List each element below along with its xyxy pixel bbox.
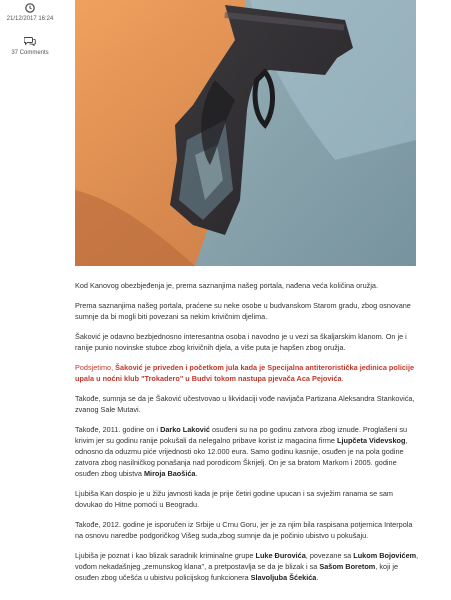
article-paragraph: Takođe, sumnja se da je Šaković učestvovao u likvidaciji vođe navijača Partizana Aleksandra Stankovića, zvanog Sale Mutavi. xyxy=(75,394,415,414)
article-paragraph: Kod Kanovog obezbjeđenja je, prema saznanjima našeg portala, nađena veća količina oružja. xyxy=(75,281,379,290)
clock-icon xyxy=(25,3,35,13)
article-paragraph: Šaković je odavno bezbjednosno interesantna osoba i navodno je u vezi sa škaljarskim klanom. On je i ranije punio novinske stubce zbog krivičnih djela, a više puta je hapšen zbog oružja. xyxy=(75,332,407,352)
article-paragraph: Prema saznanjima našeg portala, praćene su neke osobe u budvanskom Starom gradu, zbog osnovane sumnje da bi mogli biti povezani sa nekim krivičnim djelima. xyxy=(75,301,411,321)
article-paragraph: Ljubiša Kan dospio je u žižu javnosti kada je prije četiri godine upucan i sa svježim ranama se sam dovukao do Hitne pomoći u Beogradu. xyxy=(75,489,393,509)
article-paragraph: Takođe, 2012. godine je isporučen iz Srbije u Crnu Goru, jer je za njim bila raspisana potjernica Interpola na osnovu naredbe podgoričkog Višeg suda,zbog sumnje da je počinio ubistvo u pokušaju. xyxy=(75,520,413,540)
chat-bubbles-icon[interactable] xyxy=(24,36,36,46)
comments-count-link[interactable]: 37 Comments xyxy=(11,50,49,56)
article-meta xyxy=(0,0,60,56)
article-paragraph-highlighted: Podsjetimo, Šaković je priveden i početkom jula kada je Specijalna antiteroristička jedinica policije upala u noćni klub "Trokadero" u Budvi tokom nastupa pjevača Aca Pejovića. xyxy=(75,363,415,383)
name-link[interactable]: Aca Pejovića xyxy=(296,374,342,383)
article-body xyxy=(75,280,420,592)
article-paragraph: Ljubiša je poznat i kao blizak saradnik kriminalne grupe Luke Đurovića, povezane sa Lukom Bojovićem, vođom nekadašnjeg „zemunskog klana", a pretpostavlja se da je blizak i sa Sašom Boretom, koji je osuđen zbog učešća u ubistvu policijskog funkcionera Slavoljuba Šćekića. xyxy=(75,551,419,582)
article-photo-pistol xyxy=(75,0,416,266)
pistol-photo-illustration xyxy=(75,0,416,266)
publish-date: 21/12/2017 16:24 xyxy=(6,16,54,22)
article-paragraph: Takođe, 2011. godine on i Darko Laković osuđeni su na po godinu zatvora zbog iznude. Proglašeni su krivim jer su godinu ranije pokušali da nelegalno pribave korist iz magacina firme Ljupčeta Videvskog, odnosno da oduzmu piće vrijednosti oko 12.000 eura. Samo godinu kasnije, osuđen je na pola godine zatvora zbog nasilničkog ponašanja nad porodicom Škrijelj. On je sa bratom Markom i 2005. godine osuđen zbog ubistva Miroja Baošića. xyxy=(75,425,408,478)
